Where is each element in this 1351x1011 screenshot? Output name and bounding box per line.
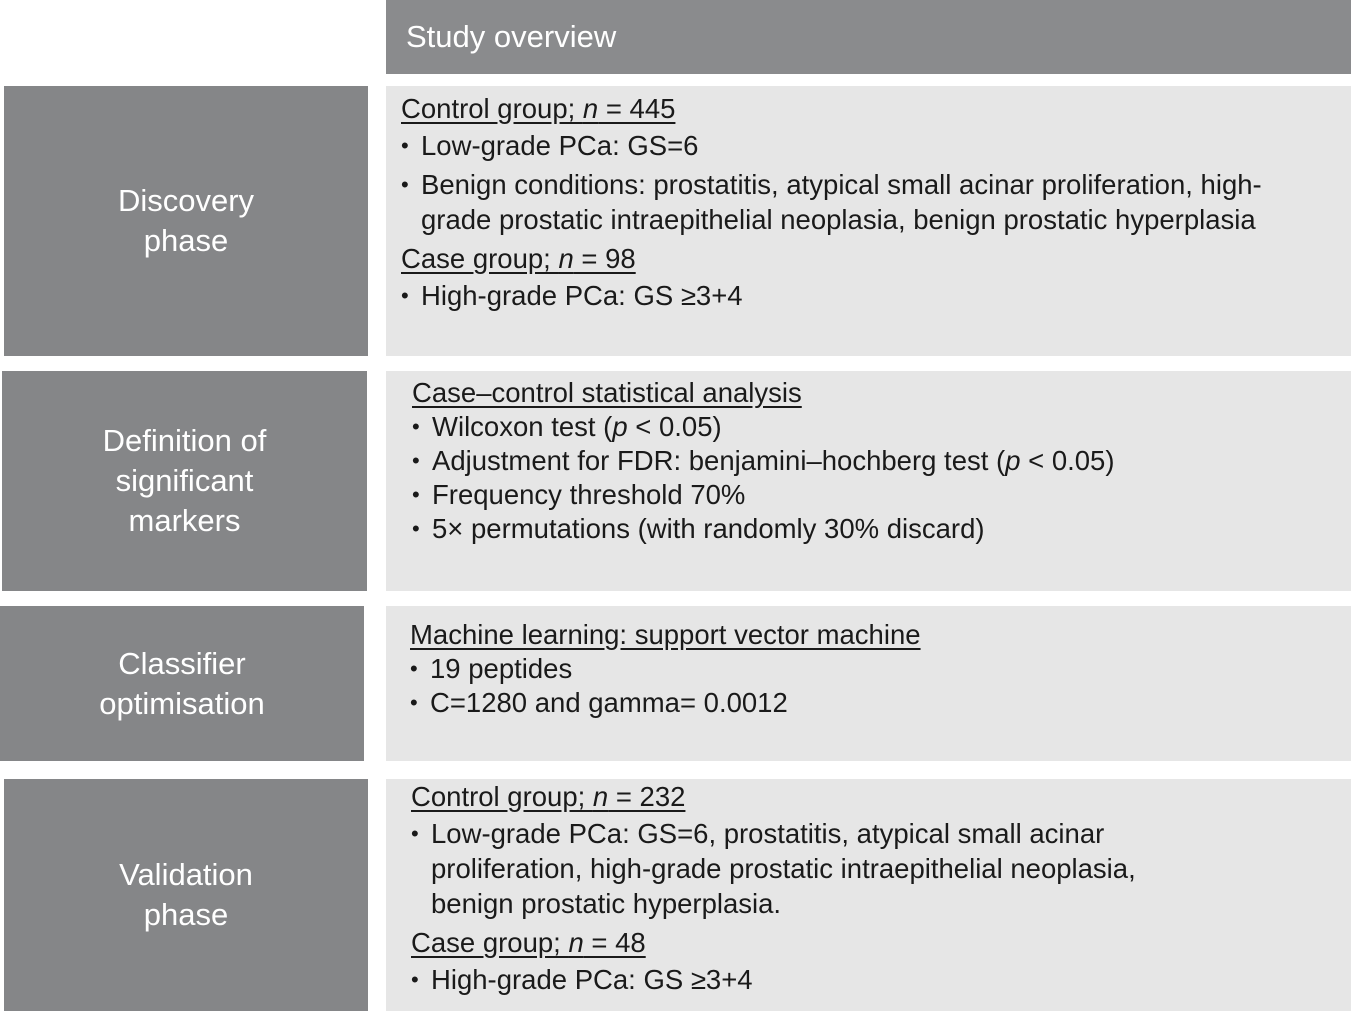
list-item: • Low-grade PCa: GS=6 — [401, 128, 1291, 163]
list-item: • 19 peptides — [410, 652, 1311, 686]
phase-definition — [2, 371, 367, 591]
phase-discovery — [4, 86, 368, 356]
phase-classifier-line1: Classifier — [118, 645, 246, 681]
validation-control-heading: Control group; n = 232 — [411, 781, 686, 812]
validation-case-heading: Case group; n = 48 — [411, 927, 646, 958]
classifier-heading: Machine learning: support vector machine — [410, 619, 921, 650]
list-item: • High-grade PCa: GS ≥3+4 — [401, 278, 1291, 313]
study-overview-header: Study overview — [386, 0, 1351, 74]
definition-panel — [386, 371, 1351, 591]
validation-panel — [386, 779, 1351, 1011]
list-item: • Frequency threshold 70% — [412, 478, 1311, 512]
phase-validation-line1: Validation — [119, 857, 253, 892]
list-item: • Wilcoxon test (p < 0.05) — [412, 410, 1311, 444]
phase-validation — [4, 779, 368, 1011]
list-item: • Benign conditions: prostatitis, atypical small acinar proliferation, high-grade prostatic intraepithelial neoplasia, benign prostatic hyperplasia — [401, 167, 1291, 237]
discovery-control-heading: Control group; n = 445 — [401, 93, 676, 124]
list-item: • Adjustment for FDR: benjamini–hochberg test (p < 0.05) — [412, 444, 1311, 478]
list-item: • High-grade PCa: GS ≥3+4 — [411, 962, 1181, 997]
phase-definition-line3: markers — [128, 503, 241, 538]
classifier-panel — [386, 606, 1351, 761]
list-item: • C=1280 and gamma= 0.0012 — [410, 686, 1311, 720]
phase-classifier — [0, 606, 364, 761]
phase-classifier-line2: optimisation — [99, 685, 265, 721]
discovery-case-heading: Case group; n = 98 — [401, 243, 636, 274]
list-item: • Low-grade PCa: GS=6, prostatitis, atypical small acinar proliferation, high-grade prostatic intraepithelial neoplasia, benign prostatic hyperplasia. — [411, 816, 1181, 921]
phase-definition-line2: significant — [115, 463, 254, 498]
list-item: • 5× permutations (with randomly 30% discard) — [412, 512, 1311, 546]
phase-discovery-line1: Discovery — [117, 183, 255, 218]
discovery-panel — [386, 86, 1351, 356]
phase-validation-line2: phase — [143, 897, 229, 932]
definition-heading: Case–control statistical analysis — [412, 377, 802, 408]
phase-discovery-line2: phase — [143, 223, 229, 258]
phase-definition-line1: Definition of — [102, 423, 267, 458]
